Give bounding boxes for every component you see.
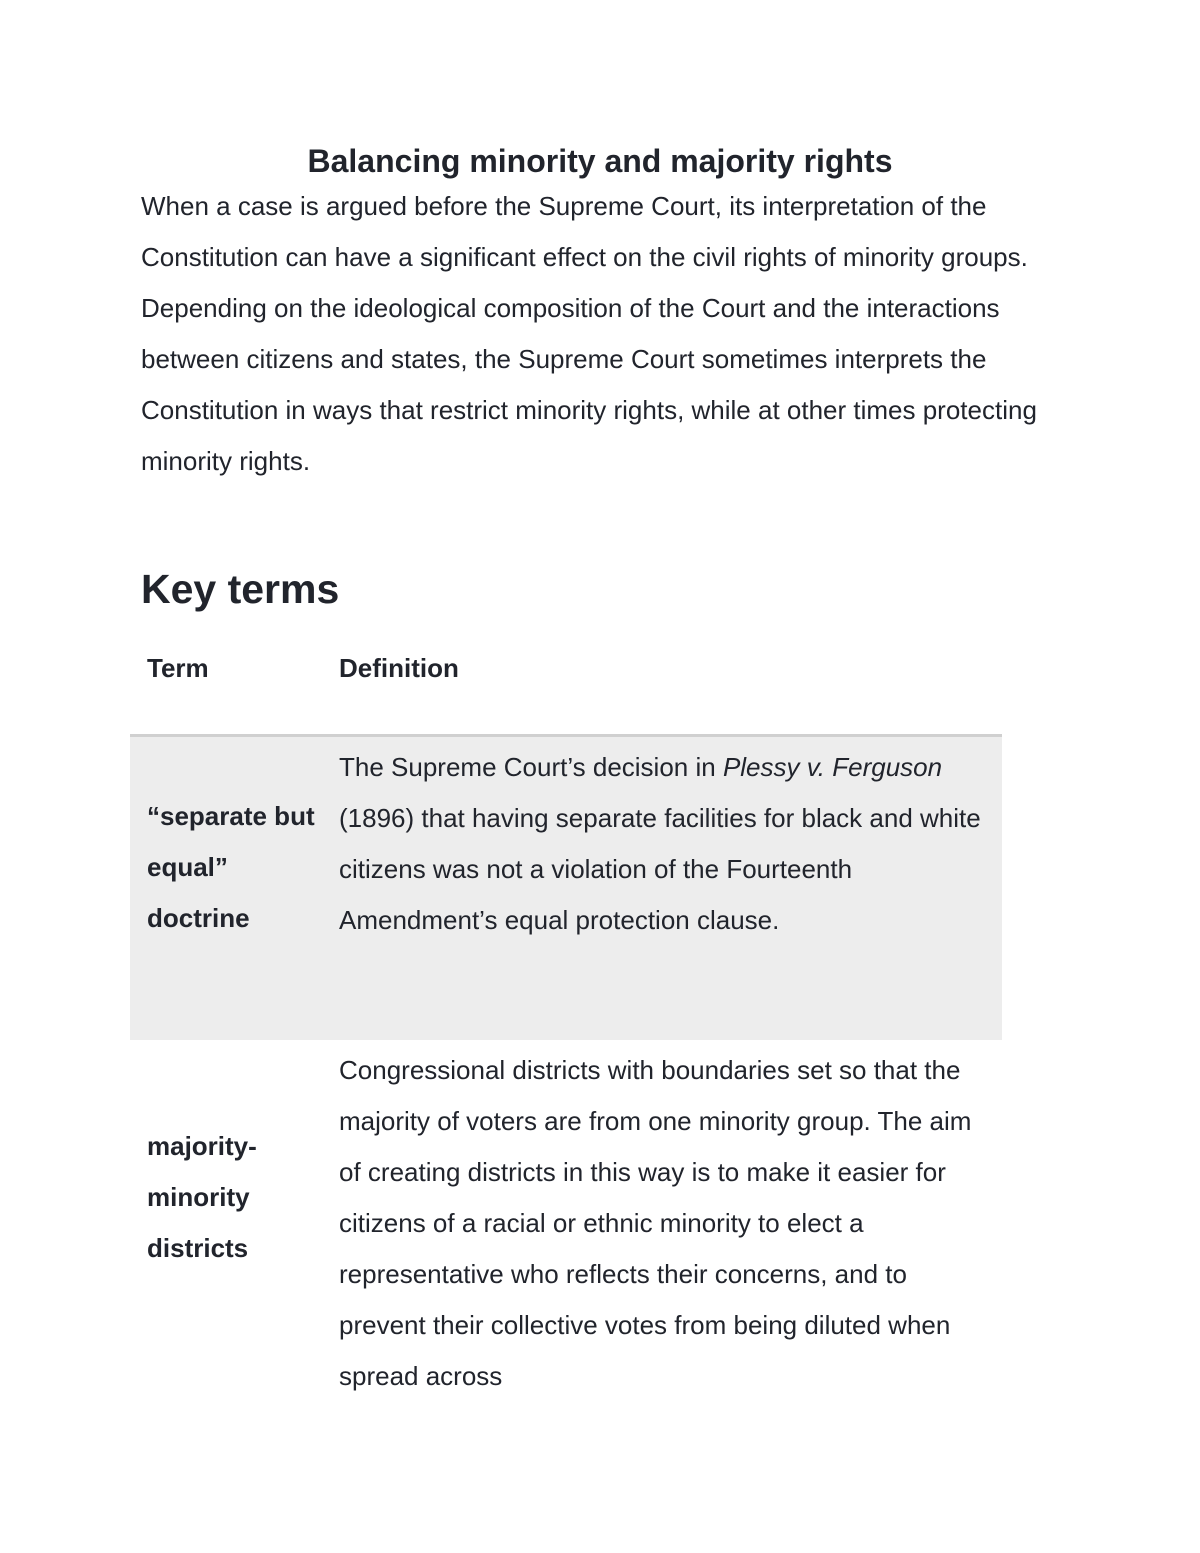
table-row [130,734,1002,1040]
column-header-definition: Definition [339,653,459,683]
table-row [130,1037,1002,1553]
intro-paragraph: When a case is argued before the Supreme Court, its interpretation of the Constitution can have a significant effect on the civil rights of minority groups. Depending on the ideological composition of the Court and the interactions between citizens and states, the Supreme Court sometimes interprets the Constitution in ways that restrict minority rights, while at other times protecting minority rights. [141,191,1037,476]
column-header-term: Term [147,653,209,683]
term-cell: “separate but equal” doctrine [147,801,315,933]
document-title: Balancing minority and majority rights [307,143,893,179]
definition-text: (1896) that having separate facilities for black and white citizens was not a violation of the Fourteenth Amendment’s equal protection clause. [339,803,981,935]
section-heading-key-terms: Key terms [141,566,340,612]
definition-text: The Supreme Court’s decision in [339,752,723,782]
case-name: Plessy v. Ferguson [722,752,943,782]
definition-cell: Congressional districts with boundaries set so that the majority of voters are from one minority group. The aim of creating districts in this way is to make it easier for citizens of a racial or ethnic minority to elect a representative who reflects their concerns, and to prevent their collective votes from being diluted when spread across [339,1055,972,1391]
definition-cell [339,742,989,946]
term-cell: majority-minority districts [147,1131,257,1263]
